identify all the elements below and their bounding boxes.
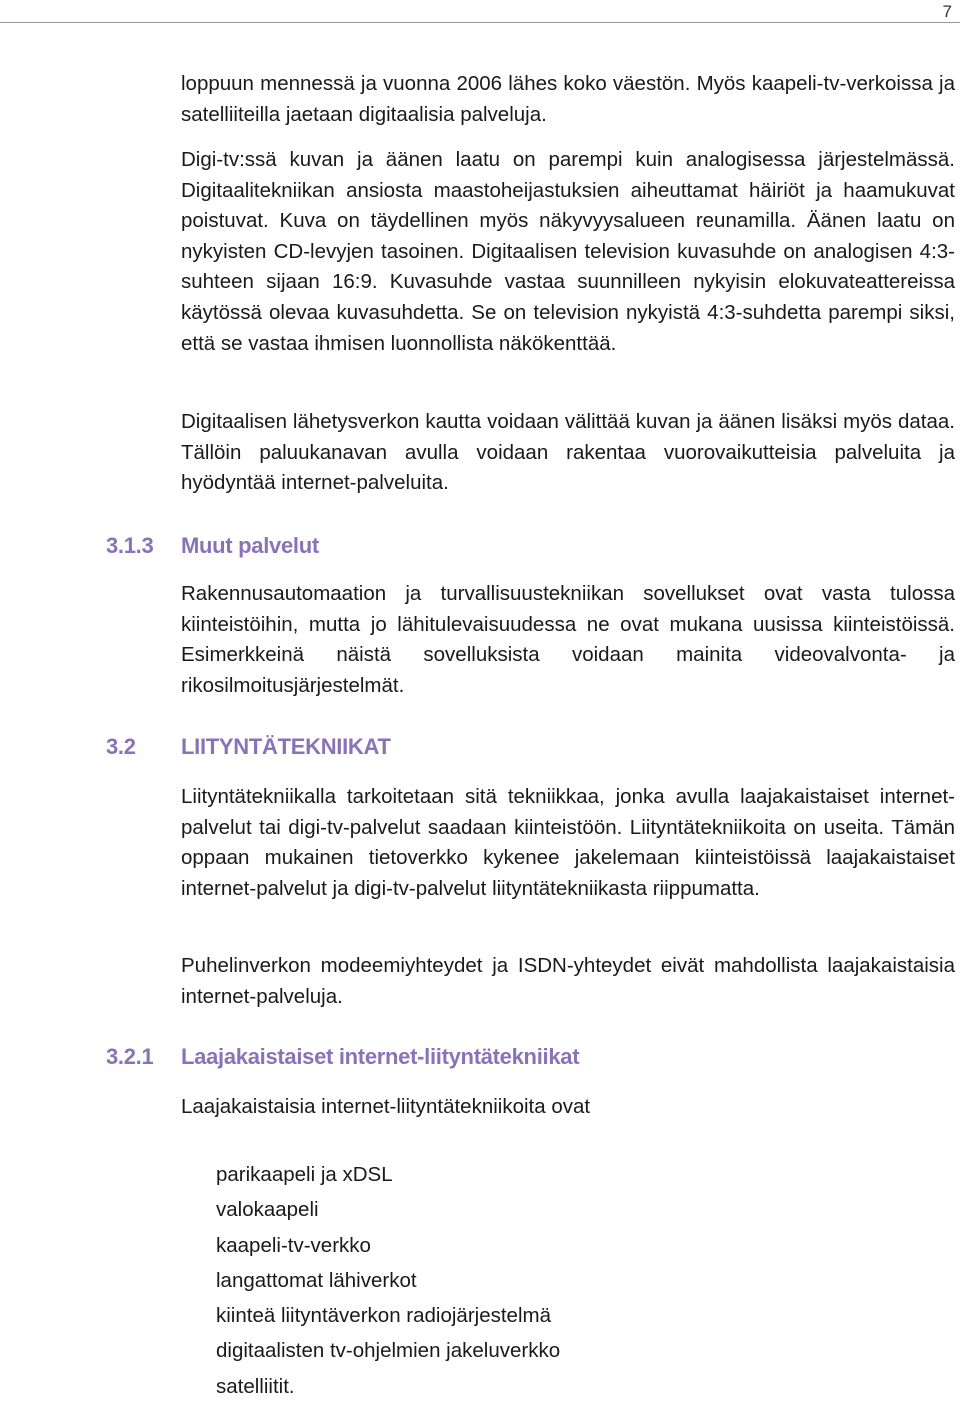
list-item: kaapeli-tv-verkko	[216, 1233, 371, 1257]
paragraph-digitv-quality: Digi-tv:ssä kuvan ja äänen laatu on parempi kuin analogisessa järjestelmässä. Digitaalitekniikan ansiosta maastoheijastuksien aiheuttamat häiriöt ja haamukuvat poistuvat. Kuva on täydellinen myös näkyvyysalueen reunamilla. Äänen laatu on nykyisten CD-levyjen tasoinen. Digitaalisen television kuvasuhde on analogisen 4:3-suhteen sijaan 16:9. Kuvasuhde vastaa suunnilleen nykyisin elokuvateattereissa käytössä olevaa kuvasuhdetta. Se on television nykyistä 4:3-suhdetta parempi siksi, että se vastaa ihmisen luonnollista näkökenttää.	[181, 148, 955, 355]
header-rule	[0, 22, 960, 23]
paragraph-modem-isdn: Puhelinverkon modeemiyhteydet ja ISDN-yhteydet eivät mahdollista laajakaistaisia internet-palveluja.	[181, 954, 955, 1008]
page-number: 7	[942, 2, 952, 21]
section-number-3-1-3: 3.1.3	[106, 533, 154, 558]
paragraph-digital-coverage: loppuun mennessä ja vuonna 2006 lähes koko väestön. Myös kaapeli-tv-verkoissa ja satelliiteilla jaetaan digitaalisia palveluja.	[181, 72, 955, 126]
section-title-broadband-access: Laajakaistaiset internet-liityntätekniikat	[181, 1044, 580, 1069]
list-item: parikaapeli ja xDSL	[216, 1163, 393, 1186]
section-number-3-2-1: 3.2.1	[106, 1044, 154, 1069]
list-item: langattomat lähiverkot	[216, 1268, 417, 1292]
list-item: digitaalisten tv-ohjelmien jakeluverkko	[216, 1339, 561, 1363]
paragraph-broadband-intro: Laajakaistaisia internet-liityntätekniikoita ovat	[181, 1095, 591, 1118]
broadband-technology-list	[216, 1157, 560, 1404]
list-item: valokaapeli	[216, 1198, 319, 1222]
paragraph-access-technology: Liityntätekniikalla tarkoitetaan sitä tekniikkaa, jonka avulla laajakaistaiset internet-palvelut tai digi-tv-palvelut saadaan kiinteistöön. Liityntätekniikoita on useita. Tämän oppaan mukainen tietoverkko kykenee jakelemaan kiinteistöissä laajakaistaiset internet-palvelut ja digi-tv-palvelut liityntätekniikasta riippumatta.	[181, 785, 955, 900]
paragraph-building-automation: Rakennusautomaation ja turvallisuustekniikan sovellukset ovat vasta tulossa kiinteistöihin, mutta jo lähitulevaisuudessa ne ovat mukana uusissa kiinteistöissä. Esimerkkeinä näistä sovelluksista voidaan mainita videovalvonta- ja rikosilmoitusjärjestelmät.	[181, 582, 955, 697]
section-title-muut-palvelut: Muut palvelut	[181, 533, 319, 558]
list-item: satelliitit.	[216, 1374, 295, 1398]
list-item: kiinteä liityntäverkon radiojärjestelmä	[216, 1304, 551, 1328]
section-number-3-2: 3.2	[106, 734, 136, 759]
section-title-liityntatekniikat: LIITYNTÄTEKNIIKAT	[181, 734, 391, 759]
paragraph-data-services: Digitaalisen lähetysverkon kautta voidaan välittää kuvan ja äänen lisäksi myös dataa. Tällöin paluukanavan avulla voidaan rakentaa vuorovaikutteisia palveluita ja hyödyntää internet-palveluita.	[181, 410, 955, 495]
